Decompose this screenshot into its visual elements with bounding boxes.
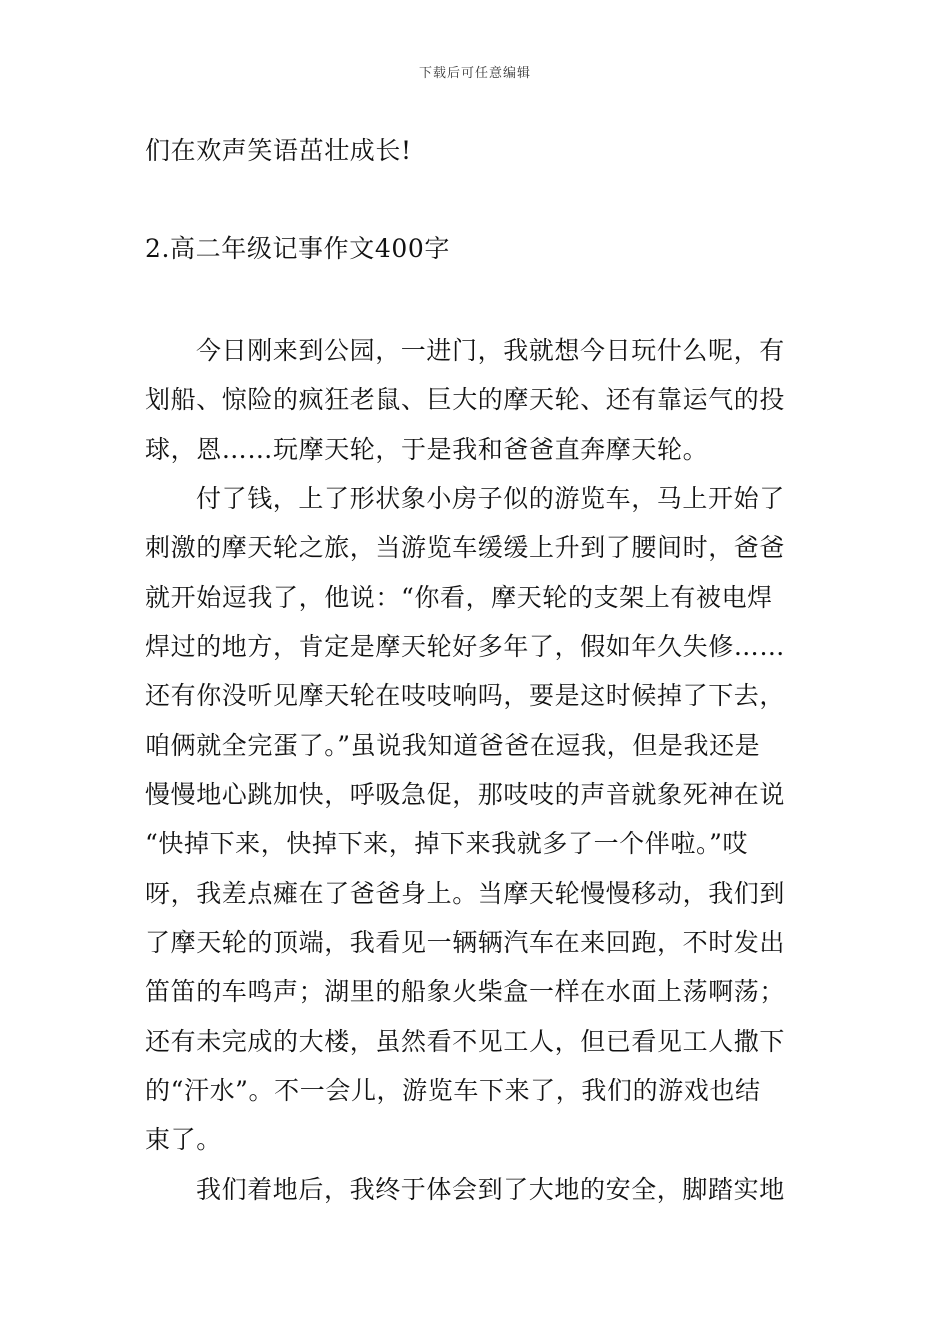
- paragraph-line: 呀，我差点瘫在了爸爸身上。当摩天轮慢慢移动，我们到: [145, 879, 786, 908]
- paragraph-line: 我们着地后，我终于体会到了大地的安全，脚踏实地: [196, 1175, 785, 1204]
- paragraph-line: 刺激的摩天轮之旅，当游览车缓缓上升到了腰间时，爸爸: [145, 533, 786, 562]
- section-heading: 2.高二年级记事作文400字: [145, 234, 450, 263]
- paragraph-line: 还有你没听见摩天轮在吱吱响吗，要是这时候掉了下去，: [145, 681, 786, 710]
- paragraph-line: 划船、惊险的疯狂老鼠、巨大的摩天轮、还有靠运气的投: [145, 385, 786, 414]
- paragraph-line: 的“汗水”。不一会儿，游览车下来了，我们的游戏也结: [145, 1076, 761, 1105]
- page-header: 下载后可任意编辑: [418, 66, 531, 81]
- continuation-line: 们在欢声笑语茁壮成长!: [145, 136, 412, 165]
- paragraph-line: 慢慢地心跳加快，呼吸急促，那吱吱的声音就象死神在说: [145, 780, 786, 809]
- paragraph-line: 就开始逗我了，他说：“你看，摩天轮的支架上有被电焊: [145, 583, 773, 612]
- paragraph-line: 束了。: [145, 1125, 222, 1154]
- paragraph-line: 还有未完成的大楼，虽然看不见工人，但已看见工人撒下: [145, 1027, 786, 1056]
- paragraph-line: 咱俩就全完蛋了。”虽说我知道爸爸在逗我，但是我还是: [145, 731, 761, 760]
- paragraph-line: 焊过的地方，肯定是摩天轮好多年了，假如年久失修……: [145, 632, 786, 661]
- paragraph-line: 付了钱，上了形状象小房子似的游览车，马上开始了: [196, 484, 785, 513]
- paragraph-line: 今日刚来到公园，一进门，我就想今日玩什么呢，有: [196, 336, 785, 365]
- paragraph-line: “快掉下来，快掉下来，掉下来我就多了一个伴啦。”哎: [145, 829, 749, 858]
- paragraph-line: 了摩天轮的顶端，我看见一辆辆汽车在来回跑，不时发出: [145, 928, 786, 957]
- paragraph-line: 球，恩……玩摩天轮，于是我和爸爸直奔摩天轮。: [145, 435, 709, 464]
- paragraph-line: 笛笛的车鸣声；湖里的船象火柴盒一样在水面上荡啊荡；: [145, 977, 786, 1006]
